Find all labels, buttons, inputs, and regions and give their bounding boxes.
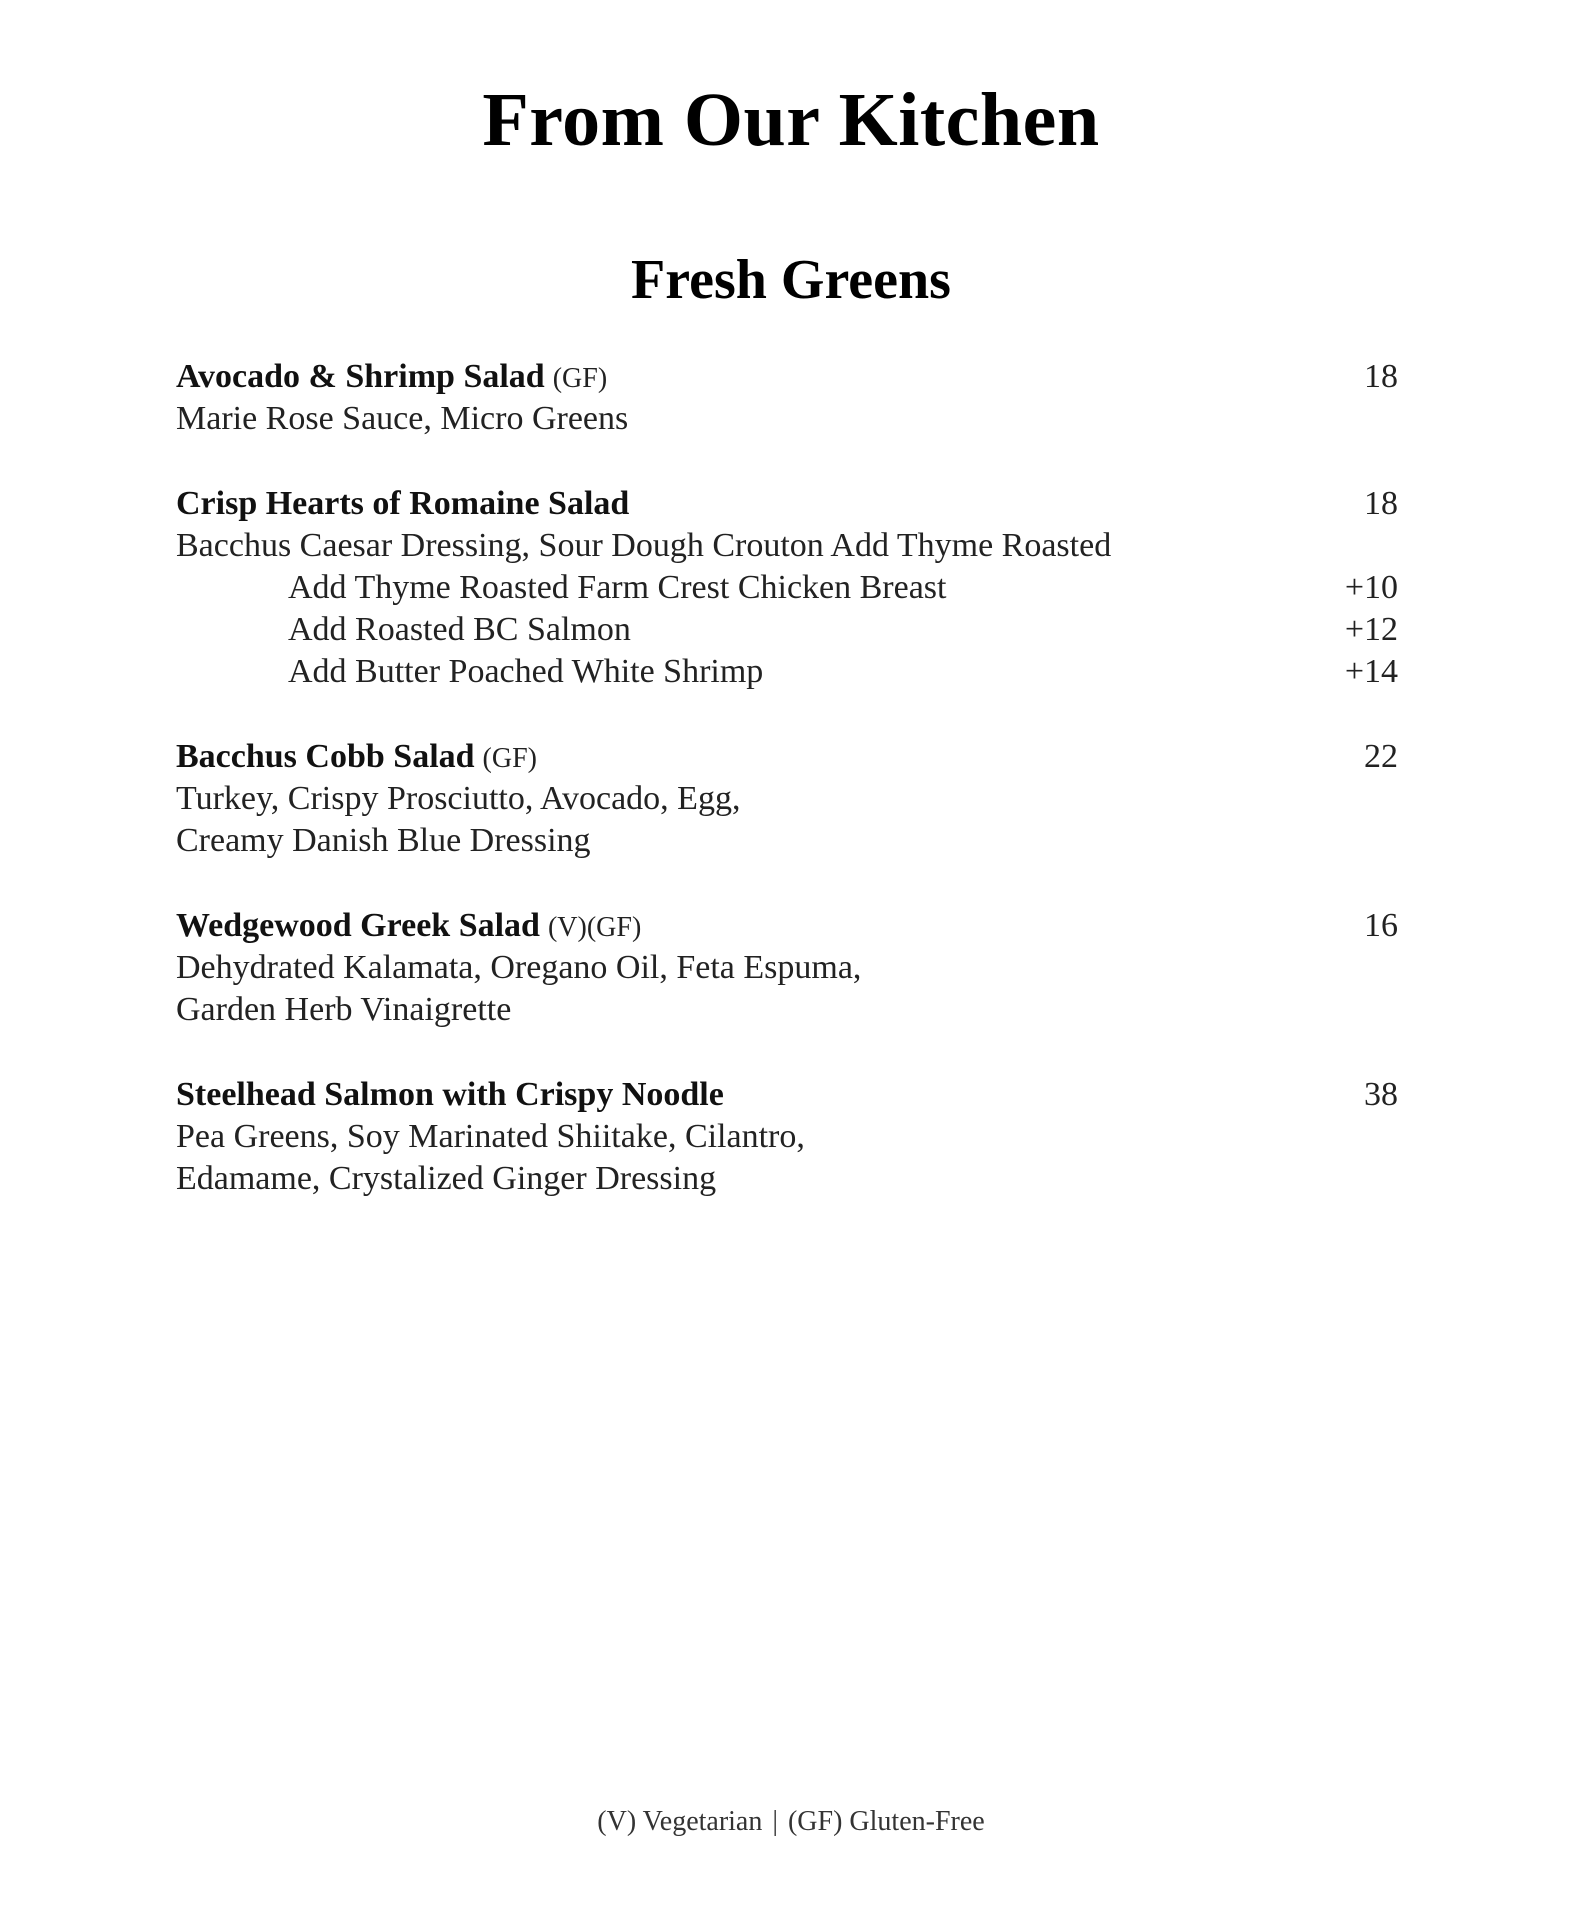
- menu-item: [176, 1074, 1398, 1200]
- menu-item-description: Garden Herb Vinaigrette: [176, 991, 512, 1028]
- menu-item-addon: [176, 651, 1398, 693]
- addon-label: Add Thyme Roasted Farm Crest Chicken Breast: [288, 569, 947, 606]
- menu-item-name: Steelhead Salmon with Crispy Noodle: [176, 1076, 724, 1113]
- legend-separator: |: [772, 1806, 778, 1837]
- menu-item-price: 16: [1364, 907, 1398, 944]
- menu-item-header: [176, 483, 1398, 525]
- dietary-legend: [0, 1806, 1582, 1838]
- menu-item-price: 38: [1364, 1076, 1398, 1113]
- menu-item-description: Dehydrated Kalamata, Oregano Oil, Feta Espuma,: [176, 949, 862, 986]
- menu-item-description: Turkey, Crispy Prosciutto, Avocado, Egg,: [176, 780, 741, 817]
- menu-list: [176, 356, 1398, 1243]
- menu-item-description: Edamame, Crystalized Ginger Dressing: [176, 1160, 717, 1197]
- legend-vegetarian: (V) Vegetarian: [597, 1806, 763, 1837]
- addon-label: Add Butter Poached White Shrimp: [288, 653, 764, 690]
- menu-item-dietary-tags: (V)(GF): [547, 912, 642, 943]
- addon-price: +14: [1344, 653, 1398, 690]
- menu-item-header: [176, 905, 1398, 947]
- menu-item-price: 18: [1364, 358, 1398, 395]
- addon-price: +10: [1344, 569, 1398, 606]
- menu-item-price: 22: [1364, 738, 1398, 775]
- menu-item-header: [176, 356, 1398, 398]
- addon-price: +12: [1344, 611, 1398, 648]
- menu-item: [176, 356, 1398, 440]
- menu-item: [176, 736, 1398, 862]
- menu-item-description: Marie Rose Sauce, Micro Greens: [176, 400, 629, 437]
- menu-item-name: Crisp Hearts of Romaine Salad: [176, 485, 630, 522]
- menu-item-price: 18: [1364, 485, 1398, 522]
- section-title: Fresh Greens: [631, 249, 951, 311]
- menu-item-description: Pea Greens, Soy Marinated Shiitake, Cilantro,: [176, 1118, 805, 1155]
- menu-item-name: Avocado & Shrimp Salad: [176, 358, 545, 395]
- menu-item-addon: [176, 609, 1398, 651]
- menu-item-addon: [176, 567, 1398, 609]
- menu-item: [176, 905, 1398, 1031]
- menu-item-description: Creamy Danish Blue Dressing: [176, 822, 591, 859]
- menu-item-name: Wedgewood Greek Salad: [176, 907, 540, 944]
- menu-item-dietary-tags: (GF): [552, 363, 608, 394]
- menu-item-header: [176, 1074, 1398, 1116]
- menu-item: [176, 483, 1398, 693]
- page-title: From Our Kitchen: [482, 78, 1100, 162]
- legend-gluten-free: (GF) Gluten-Free: [787, 1806, 985, 1837]
- menu-item-dietary-tags: (GF): [482, 743, 537, 774]
- menu-item-name: Bacchus Cobb Salad: [176, 738, 475, 775]
- addon-label: Add Roasted BC Salmon: [288, 611, 631, 648]
- menu-item-description: Bacchus Caesar Dressing, Sour Dough Crouton Add Thyme Roasted: [176, 527, 1112, 564]
- menu-item-header: [176, 736, 1398, 778]
